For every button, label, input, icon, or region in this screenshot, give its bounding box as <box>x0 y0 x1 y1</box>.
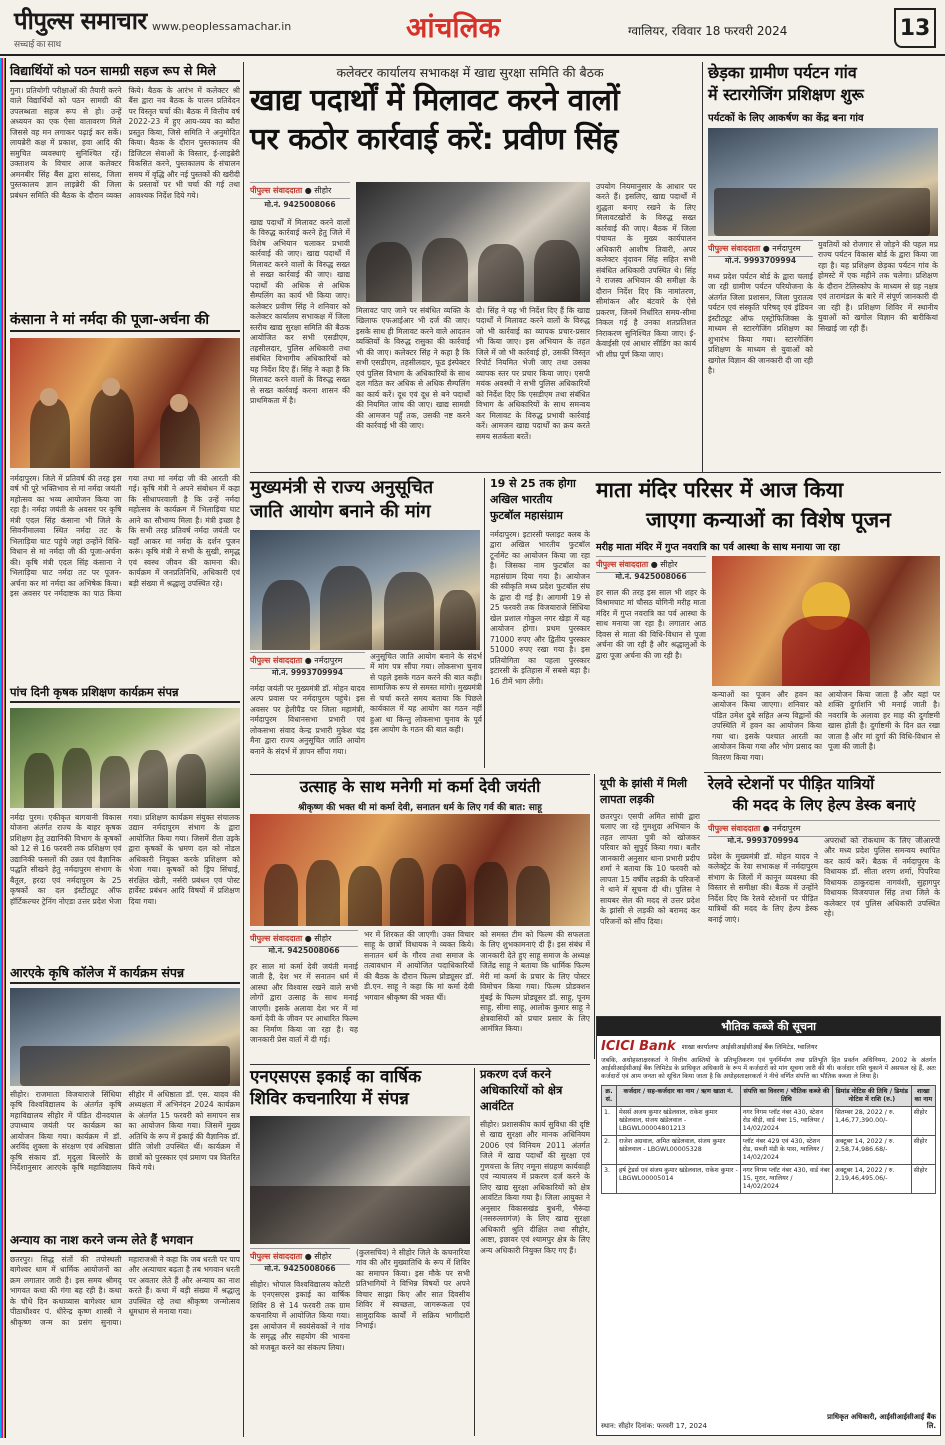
cm-memo-photo <box>250 530 480 650</box>
upgirl-divider <box>594 774 595 1059</box>
nss-body-2: (कुलसचिव) ने सीहोर जिले के कचनारिया गांव की और मुख्यातिथि के रूप में शिविर का समापन किया। इस मौके पर सभी प्रतिभागियों ने विभिन्न विषयों पर अपने विचार साझा किए और सात दिवसीय शिविर में स्वच्छता, जागरूकता एवं सामुदायिक कार्यों में सक्रिय भागीदारी निभाई। <box>356 1248 470 1331</box>
tourism-byline: पीपुल्स संवाददाता ● नर्मदापुरम <box>708 240 813 257</box>
s4-headline: आरएके कृषि कॉलेज में कार्यक्रम संपन्न <box>10 966 240 984</box>
cm-body-2: अनुसूचित जाति आयोग बनाने के संदर्भ में मांग पत्र सौंपा गया। लोकसभा चुनाव से पहले इसके गठन करने की बात कही। सामाजिक रूप से समस्त मांगो। मुख्यमंत्री से चर्चा करते समय बताया कि पिछले कार्यकाल में यह आयोग का गठन नहीं हुआ था किन्तु लोकसभा चुनाव के पूर्व इस आयोग के गठन की बात कही। <box>370 652 482 735</box>
table-cell: हर्ष ट्रेडर्स एवं संजय कुमार खंडेलवाल, राकेश कुमार - LBGWL00005014 <box>616 1164 740 1193</box>
football-headline-2: अखिल भारतीय <box>490 493 553 506</box>
rail-headline-1: रेलवे स्टेशनों पर पीड़ित यात्रियों <box>708 775 875 793</box>
karma-divider <box>250 774 590 775</box>
s3-headline: पांच दिनी कृषक प्रशिक्षण कार्यक्रम संपन्न <box>10 686 240 703</box>
lead-body-3: दो। सिंह ने यह भी निर्देश दिए हैं कि खाद्य पदार्थों में मिलावट करने वालों के विरुद्ध जो भी कार्रवाई का व्यापक प्रचार-प्रसार भी किया जाए। इस अभियान के तहत जिले में जो भी कार्रवाई हो, उसकी विस्तृत रिपोर्ट नियमित भेजी जाए तथा उसका व्यापक स्तर पर प्रचार किया जाए। एसपी मयंक अवस्थी ने सभी पुलिस अधिकारियों को निर्देश दिए कि एसडीएम तथा संबंधित विभाग के अधिकारियों के साथ समन्वय कर मिलावट के विरुद्ध प्रभावी कार्रवाई करें। आमजन खाद्य पदार्थों का क्रय करते समय सतर्कता बरतें। <box>476 306 590 441</box>
nss-mobile: मो.नं. 9425008066 <box>264 1264 336 1273</box>
notice-title: भौतिक कब्जे की सूचना <box>597 1017 940 1036</box>
karma-body-2: भर में शिरकत की जाएगी। उक्त विचार साहू के छात्रों विधायक ने व्यक्त किये। सनातन धर्म के गौरव तथा समाज के तत्वावधान में आयोजित पदाधिकारियों की बैठक के दौरान फिल्म प्रोड्यूसर डॉ. डी.एन. साहू ने कहा कि मां कर्मा देवी भगवान श्रीकृष्ण की भक्त थीं। <box>364 930 474 1002</box>
meeting-photo <box>356 182 590 302</box>
puja-photo <box>10 338 240 468</box>
column-divider <box>243 62 244 1437</box>
notice-signature: प्राधिकृत अधिकारी, आईसीआईसीआई बैंक लि. <box>827 1413 936 1430</box>
football-divider <box>484 478 485 768</box>
s3-body: नर्मदा पुरम। एकीकृत बागवानी विकास योजना अंतर्गत राज्य के बाहर कृषक प्रशिक्षण हेतु उद्यानिकी विभाग के कृषकों को 12 से 16 फरवरी तक प्रशिक्षण एवं उद्यानिकी फसलों की उन्नत एवं वैज्ञानिक पद्धति सीखने हेतु नर्मदापुरम संभाग के बैतूल, हरदा एवं नर्मदापुरम के 25 कृषकों का दल इंस्टीट्यूट ऑफ हॉर्टिकल्चर ट्रेनिंग नोएडा उत्तर प्रदेश भेजा गया। प्रशिक्षण कार्यक्रम संयुक्त संचालक उद्यान नर्मदापुरम संभाग के द्वारा आयोजित किया गया। जिसमें रीता उइके द्वारा कृषकों के भ्रमण दल को नोडल अधिकारी नियुक्त करके प्रशिक्षण को भेजा गया। कृषकों को ड्रिप सिंचाई, संरक्षित खेती, नर्सरी प्रबंधन एवं पोस्ट हार्वेस्ट प्रबंधन आदि विषयों में प्रशिक्षण दिया गया। <box>10 813 240 906</box>
rail-mobile: मो.नं. 9993709994 <box>727 836 799 845</box>
table-cell: सीहोर <box>911 1135 935 1164</box>
karma-photo <box>250 814 590 926</box>
tourism-body-2: युवतियों को रोजगार से जोड़ने की पहल मप्र राज्य पर्यटन विकास बोर्ड के द्वारा किया जा रहा है। यह प्रशिक्षण छेड़का पर्यटन गांव के होमस्टे में एक महीने तक चलेगा। प्रशिक्षण के दौरान टेलिस्कोप के माध्यम से ग्रह नक्षत्र एवं तारामंडल के बारे में संपूर्ण जानकारी दी जा रही है। प्रशिक्षण शिविर में स्थानीय युवाओं को खगोल विज्ञान की बारीकियां सिखाई जा रही हैं। <box>818 240 938 333</box>
issue-date: ग्वालियर, रविवार 18 फरवरी 2024 <box>628 24 788 38</box>
table-cell: नगर निगम प्लॉट नंबर 430, स्टेशन रोड बीड़ी, वार्ड नंबर 15, ग्वालियर / 14/02/2024 <box>740 1106 832 1135</box>
table-row <box>602 1106 936 1135</box>
table-cell: अक्टूबर 14, 2022 / रु. 2,58,74,986.68/- <box>833 1135 912 1164</box>
cm-headline-2: जाति आयोग बनाने की मांग <box>250 501 431 522</box>
farmers-photo <box>10 708 240 808</box>
lead-body-2: मिलावट पाए जाने पर संबंधित व्यक्ति के खिलाफ एफआईआर भी दर्ज की जाए। इसके साथ ही मिलावट करने वाले आदतन व्यक्तियों के विरुद्ध रासुका की कार्रवाई भी की जाए। कलेक्टर सिंह ने कहा है कि सभी एसडीएम, तहसीलदार, फूड इंस्पेक्टर एवं पुलिस विभाग के अधिकारियों के साथ दल गठित कर अधिक से अधिक सैम्पलिंग का कार्य करें। दूध एवं दूध से बने पदार्थों की नियमित जांच की जाए। खाद्य सामग्री की आमजन पहुँ तक, उसकी नष्ट करने की कार्रवाई भी की जाए। <box>356 306 470 431</box>
karma-body-3: को समस्त टीम को फिल्म की सफलता के लिए शुभकामनाएं दी हैं। इस संबंध में जानकारी देते हुए साहू समाज के अध्यक्ष जितेंद्र साहू ने बताया कि धार्मिक फिल्म मेरी मां कर्मा के प्रचार के लिए पोस्टर विमोचन किया गया। फिल्म प्रोडक्शन मुंबई के फिल्म प्रोड्यूसर डॉ. साहू, पूनम साहू, सीमा साहू, आलोक कुमार साहू ने क्षेत्रवासियों को प्रचार प्रसार के लिए आमंत्रित किया। <box>480 930 590 1034</box>
temple-body-1: हर साल की तरह इस साल भी शहर के विश्रामघाट मां चौसठ योगिनी मरीह माता मंदिर में गुप्त नवरात्रि का पर्व आस्था के साथ मनाया जा रहा है। लगातार आठ दिवस से माता की विधि-विधान से पूजा अर्चना की जा रही है और श्रद्धालुओं के द्वारा पूजा अर्चना की जा रही है। <box>596 588 706 660</box>
table-cell: सीहोर <box>911 1164 935 1193</box>
s5-body: छतरपुर। सिद्ध संतों की तपोस्थली बागेश्वर धाम में धार्मिक आयोजनों का क्रम लगातार जारी है। इस समय श्रीमद् भागवत कथा की गंगा बह रही है। कथा के चौथे दिन कथाव्यास बागेश्वर धाम पीठाधीश्वर पं. धीरेन्द्र कृष्ण शास्त्री ने श्रीकृष्ण जन्म का प्रसंग सुनाया। महाराजश्री ने कहा कि जब धरती पर पाप और अत्याचार बढ़ता है तब भगवान धरती पर अवतार लेते हैं और अन्याय का नाश करते हैं। कथा में बड़ी संख्या में श्रद्धालु उपस्थित रहे तथा श्रीकृष्ण जन्मोत्सव धूमधाम से मनाया गया। <box>10 1255 240 1327</box>
newspaper-logo <box>14 4 147 50</box>
case-body: सीहोर। प्रशासकीय कार्य सुविधा की दृष्टि से खाद्य सुरक्षा और मानक अधिनियम 2006 एवं विनियम 2011 अंतर्गत जिले में खाद्य पदार्थों की सुरक्षा एवं गुणवत्ता के लिए नमूना संग्रहण कार्यवाही एवं न्यायालय में प्रकरण दर्ज करने के लिए खाद्य सुरक्षा अधिकारियों को क्षेत्र आवंटित किया गया है। जिला आयुक्त ने अनुसार विकासखंड बुधनी, भैरूंदा (नसरुल्लागंज) के लिए खाद्य सुरक्षा अधिकारी श्रुति दीक्षित तथा सीहोर, आष्टा, इछावर एवं श्यामपुर क्षेत्र के लिए अन्य अधिकारी नियुक्त किए गए हैं। <box>480 1120 590 1255</box>
cm-mobile: मो.नं. 9993709994 <box>271 668 344 677</box>
notice-table-header: कर्जदार / सह-कर्जदार का नाम / ऋण खाता नं. <box>616 1085 740 1106</box>
lead-body-4: उपयोग नियमानुसार के आधार पर करते हैं। इसलिए, खाद्य पदार्थों में शुद्धता बनाए रखने के लिए मिलावटखोरों के विरुद्ध सख्त कार्रवाई की जाए। बैठक में जिला पंचायत के मुख्य कार्यपालन अधिकारी आशीष तिवारी, अपर कलेक्टर वृंदावन सिंह सहित सभी संबंधित अधिकारी उपस्थित थे। सिंह ने राजस्व अभियान की समीक्षा के दौरान निर्देश दिए कि नामांतरण, सीमांकन और बंटवारे के ऐसे प्रकरण, जिनमें निर्धारित समय-सीमा निकल गई है उनका शतप्रतिशत निराकरण सुनिश्चित किया जाए। ई-केवाईसी एवं आधार सीडिंग का कार्य भी शीघ्र पूर्ण किया जाए। <box>596 182 696 359</box>
s1-body: गुना। प्रतियोगी परीक्षाओं की तैयारी करने वाले विद्यार्थियों को पठन सामग्री की उपलब्धता सहज रूप से हो। उन्हें अध्ययन का एक ऐसा वातावरण मिले जिससे वह मन लगाकर पढ़ाई कर सकें। लायब्रेरी कक्ष में प्रकाश, हवा आदि की समुचित व्यवस्थाएं सुनिश्चित रहें। उक्ताशय के विचार आज कलेक्टर अमनबीर सिंह बैंस द्वारा सांसद, जिला पुस्तकालय ज्ञान लाइब्रेरी की जिला प्रबंधन समिति की बैठक के दौरान व्यक्त किये। बैठक के आरंभ में कलेक्टर श्री बैंस द्वारा नव बैठक के पालन प्रतिवेदन पर विस्तृत चर्चा की। बैठक में वित्तीय वर्ष 2022-23 में हुए आय-व्यय का ब्यौरा प्रस्तुत किया, जिसे समिति ने अनुमोदित किया। बैठक के दौरान पुस्तकालय की डिजिटल सेवाओं के विस्तार, ई-लाइब्रेरी विकसित करने, पुस्तकालय के संचालन समय में वृद्धि और नई पुस्तकों की खरीदी के प्रस्तावों पर भी चर्चा की गई तथा आवश्यक निर्देश दिये गये। <box>10 86 240 200</box>
cm-byline: पीपुल्स संवाददाता ● नर्मदापुरम <box>250 652 365 669</box>
notice-table-header: संपत्ति का विवरण / भौतिक कब्जे की तिथि <box>740 1085 832 1106</box>
page-number: 13 <box>894 8 936 48</box>
brand-tagline: सच्चाई का साथ <box>14 40 61 50</box>
nss-headline-2: शिविर कचनारिया में संपन्न <box>250 1089 409 1109</box>
website-link[interactable]: www.peoplessamachar.in <box>152 20 292 33</box>
cm-body-1: नर्मदा जयंती पर मुख्यमंत्री डॉ. मोहन यादव अल्प प्रवास पर नर्मदापुरम पहुंचे। इस अवसर पर हेलीपैड पर जिला महामंत्री, नर्मदापुरम विधानसभा प्रभारी एवं लोकसभा संवाद केन्द्र प्रभारी मुकेश चंद्र मैना द्वारा राज्य अनुसूचित जाति आयोग बनाने के संदर्भ में ज्ञापन सौंपा गया। <box>250 684 365 756</box>
karma-subhead: श्रीकृष्ण की भक्त थी मां कर्मा देवी, सनातन धर्म के लिए गर्व की बात: साहू <box>298 803 542 813</box>
possession-notice <box>596 1016 941 1436</box>
case-headline-2: अधिकारियों को क्षेत्र <box>480 1083 563 1097</box>
table-cell: 1. <box>602 1106 617 1135</box>
brand-name: पीपुल्स समाचार <box>14 6 147 35</box>
karma-headline: उत्साह के साथ मनेगी मां कर्मा देवी जयंती <box>299 777 541 796</box>
s2-body: नर्मदापुरम। जिले में प्रतिवर्ष की तरह इस वर्ष भी पूरे भक्तिभाव से मां नर्मदा जयंती महोत्सव का भव्य आयोजन किया जा रहा है। नर्मदा जयंती के अवसर पर कृषि मंत्री एदल सिंह कंसाना भी जिले के सिवनीमालवा स्थित नर्मदा तट के भिलाड़िया घाट पहुंचे जहां उन्होंने विधि-विधान से मां नर्मदा जी की पूजा-अर्चना की। कृषि मंत्री एदल सिंह कंसाना ने भिलाड़िया घाट नर्मदा तट पर पूजन-अर्चना कर मां नर्मदा का अभिषेक किया। इस अवसर पर नर्मदाष्टक का पाठ किया गया तथा मां नर्मदा जी की आरती की गई। कृषि मंत्री ने अपने संबोधन में कहा कि सीधापरवाली है कि उन्हें नर्मदा महोत्सव के कार्यक्रम में भिलाड़िया घाट आने का सौभाग्य मिला है। मंत्री इच्छा है कि सभी तरह प्रतिवर्ष नर्मदा जयंती पर यहाँ आकर मां नर्मदा के दर्शन पूजन करूं। कृषि मंत्री ने सभी के सुखी, समृद्ध एवं स्वस्थ जीवन की कामना की। कार्यक्रम में जनप्रतिनिधि, अधिकारी एवं बड़ी संख्या में श्रद्धालु उपस्थित रहे। <box>10 474 240 599</box>
temple-body-3: आयोजन किया जाता है और यहां पर शक्ति दुर्गाशनि भी मनाई जाती है। नवरात्रि के अलावा हर माह की दुर्गाष्टमी खास होती है। दुर्गाष्टमी के दिन व्रत रखा जाता है और मां दुर्गा की विधि-विधान से पूजा की जाती है। <box>828 690 940 752</box>
temple-mobile: मो.नं. 9425008066 <box>615 572 687 581</box>
nss-body-1: सीहोर। भोपाल विश्वविद्यालय कोटरी के एनएसएस इकाई का वार्षिक शिविर 8 से 14 फरवरी तक ग्राम कचनारिया में आयोजित किया गया। इस आयोजन में स्वयंसेवकों ने गांव के समृद्ध और सहयोग की भावना को मजबूत करने का संकल्प लिया। <box>250 1280 350 1352</box>
table-cell: 3. <box>602 1164 617 1193</box>
karma-mobile: मो.नं. 9425008066 <box>268 946 340 955</box>
notice-table <box>601 1085 936 1195</box>
stargazing-photo <box>708 128 938 236</box>
notice-intro: जबकि, अधोहस्ताक्षरकर्ता ने वित्तीय आस्तियों के प्रतिभूतिकरण एवं पुनर्निर्माण तथा प्रतिभूति हित प्रवर्तन अधिनियम, 2002 के अंतर्गत आईसीआईसीआई बैंक लिमिटेड के प्राधिकृत अधिकारी के रूप में कर्जदारों को मांग सूचना जारी की थी। कर्जदार राशि चुकाने में असफल रहे हैं, अतः कर्जदारों एवं आम जनता को सूचित किया जाता है कि अधोहस्ताक्षरकर्ता ने नीचे वर्णित संपत्ति का भौतिक कब्जा ले लिया है। <box>601 1057 936 1081</box>
icici-logo: ICICI Bank <box>601 1039 676 1054</box>
tourism-subhead: पर्यटकों के लिए आकर्षण का केंद्र बना गांव <box>708 113 864 124</box>
table-cell: मेसर्स अजय कुमार खंडेलवाल, राकेश कुमार खंडेलवाल, संजय खंडेलवाल - LBGWL00004801213 <box>616 1106 740 1135</box>
lead-body-1: खाद्य पदार्थों में मिलावट करने वालों के विरुद्ध कार्रवाई करने हेतु जिले में विशेष अभियान चलाकर प्रभावी कार्रवाई की जाए। खाद्य पदार्थों में मिलावट करने वालों के विरुद्ध सख्त से सख्त कार्रवाई की जाए। खाद्य पदार्थों की अधिक से अधिक सैम्पलिंग का कार्य भी किया जाए। कलेक्टर प्रवीण सिंह ने शनिवार को कलेक्टर कार्यालय सभाकक्ष में जिला स्तरीय खाद्य सुरक्षा समिति की बैठक आयोजित कर सभी एसडीएम, तहसीलदार, पुलिस अधिकारी तथा संबंधित विभागीय अधिकारियों को यह निर्देश दिए हैं। सिंह ने कहा है कि मिलावट करने वालों के विरुद्ध सख्त से सख्त कार्रवाई करना शासन की प्राथमिकता में है। <box>250 218 350 405</box>
rail-headline-2: की मदद के लिए हेल्प डेस्क बनाएं <box>732 796 916 814</box>
tourism-mobile: मो.नं. 9993709994 <box>724 256 797 265</box>
college-photo <box>10 988 240 1086</box>
case-headline-3: आवंटित <box>480 1099 514 1113</box>
case-divider <box>474 1068 475 1436</box>
rail-byline: पीपुल्स संवाददाता ● नर्मदापुरम <box>708 820 940 837</box>
temple-headline-1: माता मंदिर परिसर में आज किया <box>596 478 844 502</box>
football-body: नर्मदापुरम। इटारसी फ्लाइट क्लब के द्वारा अखिल भारतीय फुटबॉल टूर्नामेंट का आयोजन किया जा रहा है। जिसका नाम फुटबॉल का महासंग्राम दिया गया है। आयोजन की स्वीकृति मध्य प्रदेश फुटबॉल संघ के द्वारा दी गई है। आगामी 19 से 25 फरवरी तक विजयाराजे सिंधिया खेल प्रशाल गोकुल नगर खेड़ा में यह आयोजन होगा। प्रथम पुरस्कार 71000 रुपए और द्वितीय पुरस्कार 51000 रुपए रखा गया है। इस प्रतियोगिता का पहला पुरस्कार इटारसी के इतिहास में सबसे बड़ा है। 16 टीमें भाग लेंगी। <box>490 530 590 686</box>
nss-camp-photo <box>250 1116 470 1244</box>
table-cell: 2. <box>602 1135 617 1164</box>
notice-table-header: क्र. सं. <box>602 1085 617 1106</box>
case-headline-1: प्रकरण दर्ज करने <box>480 1067 551 1081</box>
notice-branch: शाखा कार्यालयः आईसीआईसीआई बैंक लिमिटेड, ग्वालियर <box>681 1043 818 1051</box>
temple-subhead: मरीह माता मंदिर में गुप्त नवरात्रि का पर्व आस्था के साथ मनाया जा रहा <box>596 542 840 553</box>
football-headline-1: 19 से 25 तक होगा <box>490 477 576 490</box>
upgirl-headline-1: यूपी के झांसी में मिली <box>600 777 688 790</box>
table-cell: अक्टूबर 14, 2022 / रु. 2,19,46,495.06/- <box>833 1164 912 1193</box>
right-divider <box>702 62 703 472</box>
color-registration-bar <box>0 58 6 1438</box>
section-title: आंचलिक <box>406 11 501 44</box>
table-row <box>602 1164 936 1193</box>
table-cell: सीहोर <box>911 1106 935 1135</box>
karma-body-1: हर साल मां कर्मा देवी जयंती मनाई जाती है, देश भर में सनातन धर्म में आस्था और विश्वास रखने वाले सभी लोगों द्वारा उत्साह के साथ मनाई जाएगी। इसके अलावा देश भर में मां कर्मा देवी के जीवन पर आधारित फिल्म का निर्माण किया जा रहा है। यह जानकारी प्रेस वार्ता में दी गई। <box>250 962 358 1045</box>
nss-headline-1: एनएसएस इकाई का वार्षिक <box>250 1067 422 1087</box>
temple-byline: पीपुल्स संवाददाता ● सीहोर <box>596 556 706 573</box>
lead-kicker: कलेक्टर कार्यालय सभाकक्ष में खाद्य सुरक्षा समिति की बैठक <box>336 65 604 80</box>
table-cell: राजेश अग्रवाल, अमित खंडेलवाल, संजय कुमार खंडेलवाल - LBGWL00005328 <box>616 1135 740 1164</box>
table-cell: सितम्बर 28, 2022 / रु. 1,46,77,390.00/- <box>833 1106 912 1135</box>
rail-body-2: अपराधों को रोकथाम के लिए जीआरपी और मध्य प्रदेश पुलिस समन्वय स्थापित कर कार्य करें। बैठक में नर्मदापुरम के विधायक डॉ. सीता शरण शर्मा, पिपरिया विधायक ठाकुरदास नागवंशी, सुहागपुर विधायक विजयपाल सिंह तथा जिले के कलेक्टर एवं पुलिस अधिकारी उपस्थित रहे। <box>824 836 940 919</box>
rail-divider <box>704 772 941 773</box>
temple-body-2: कन्याओं का पूजन और हवन का आयोजन किया जाएगा। शनिवार को पंडित उमेश दुबे सहित अन्य विद्वानों की उपस्थिति में हवन का आयोजन किया गया था। इसके पश्चात आरती का आयोजन किया गया और भोग प्रसाद का वितरण किया गया। <box>712 690 822 762</box>
notice-table-header: शाखा का नाम <box>911 1085 935 1106</box>
nss-byline: पीपुल्स संवाददाता ● सीहोर <box>250 1248 350 1265</box>
tourism-headline-2: में स्टारगेजिंग प्रशिक्षण शुरू <box>708 85 864 104</box>
notice-table-header: डिमांड नोटिस की तिथि / डिमांड नोटिस में राशि (रु.) <box>833 1085 912 1106</box>
lead-headline-2: पर कठोर कार्रवाई करें: प्रवीण सिंह <box>250 122 618 157</box>
lead-mobile: मो.नं. 9425008066 <box>264 200 336 209</box>
tourism-headline-1: छेड़का ग्रामीण पर्यटन गांव <box>708 63 857 82</box>
temple-photo <box>712 556 940 686</box>
s1-headline: विद्यार्थियों को पठन सामग्री सहज रूप से मिले <box>10 64 240 82</box>
table-cell: प्लॉट नंबर 429 एवं 430, स्टेशन रोड, सब्जी मंडी के पास, ग्वालियर / 14/02/2024 <box>740 1135 832 1164</box>
rail-body-1: प्रदेश के मुख्यमंत्री डॉ. मोहन यादव ने कलेक्ट्रेट के रेवा सभाकक्ष में नर्मदापुरम संभाग के जिलों में कानून व्यवस्था की विस्तार से समीक्षा की। बैठक में उन्होंने निर्देश दिए कि रेलवे स्टेशनों पर पीड़ित यात्रियों की मदद के लिए हेल्प डेस्क बनाई जाएं। <box>708 852 818 924</box>
tourism-body-1: मध्य प्रदेश पर्यटन बोर्ड के द्वारा चलाई जा रही ग्रामीण पर्यटन परियोजना के अंतर्गत जिला प्रशासन, जिला पुरातत्व पर्यटन एवं संस्कृति परिषद् एवं इंडियन इंस्टीट्यूट ऑफ एस्ट्रोफिजिक्स के माध्यम से स्टारगेजिंग प्रशिक्षण का शुभारंभ किया गया। स्टारगेजिंग प्रशिक्षण के माध्यम से युवाओं को खगोल विज्ञान की जानकारी दी जा रही है। <box>708 272 813 376</box>
karma-byline: पीपुल्स संवाददाता ● सीहोर <box>250 930 358 947</box>
upgirl-headline-2: लापता लड़की <box>600 793 655 806</box>
lead-byline: पीपुल्स संवाददाता ● सीहोर <box>250 182 350 199</box>
temple-divider <box>596 472 941 473</box>
masthead <box>0 0 945 56</box>
s2-headline: कंसाना ने मां नर्मदा की पूजा-अर्चना की <box>10 312 240 332</box>
nss-divider <box>250 1064 590 1065</box>
upgirl-body: छतरपुर। एसपी अमित सांघी द्वारा चलाए जा रहे गुमशुदा अभियान के तहत लापता पुत्री को खोजकर परिवार को सुपुर्द किया गया। बतौर जानकारी अनुसार थाना प्रभारी प्रदीप शर्मा ने बताया कि 10 फरवरी को लापता 15 वर्षीय लड़की के परिजनों ने थाने में सूचना दी थी। पुलिस ने सायबर सेल की मदद से उत्तर प्रदेश के झांसी से लड़की को बरामद कर परिजनों को सौंप दिया। <box>600 812 700 926</box>
notice-footer: स्थान: सीहोर दिनांक: फरवरी 17, 2024 <box>601 1422 707 1430</box>
lead-headline-1: खाद्य पदार्थों में मिलावट करने वालों <box>250 83 620 118</box>
temple-headline-2: जाएगा कन्याओं का विशेष पूजन <box>646 508 891 532</box>
s5-headline: अन्याय का नाश करने जन्म लेते हैं भगवान <box>10 1234 240 1252</box>
football-headline-3: फुटबॉल महासंग्राम <box>490 509 563 522</box>
table-row <box>602 1135 936 1164</box>
notice-header <box>597 1036 940 1057</box>
s4-body: सीहोर। राजमाता विजयाराजे सिंधिया कृषि विश्वविद्यालय के अंतर्गत कृषि महाविद्यालय सीहोर में पंडित दीनदयाल उपाध्याय जयंती पर कार्यक्रम का आयोजन किया गया। कार्यक्रम में डॉ. अरविंद शुक्ला के संरक्षण एवं अधिष्ठाता कृषि संकाय डॉ. मृदुला बिल्लोरे के निर्देशानुसार आरएके कृषि महाविद्यालय सीहोर में अधिष्ठाता डॉ. एस. यादव की अध्यक्षता में अभिनंदन 2024 कार्यक्रम के अंतर्गत 15 फरवरी को समापन सत्र का आयोजन किया गया। जिसमें मुख्य अतिथि के रूप में इकाई की वैज्ञानिक डॉ. प्रीति जोशी उपस्थित थीं। कार्यक्रम में छात्रों को पुरस्कार एवं प्रमाण पत्र वितरित किये गये। <box>10 1090 240 1173</box>
cm-headline-1: मुख्यमंत्री से राज्य अनुसूचित <box>250 477 434 498</box>
table-cell: नगर निगम प्लॉट नंबर 430, वार्ड नंबर 15, मुरार, ग्वालियर / 14/02/2024 <box>740 1164 832 1193</box>
